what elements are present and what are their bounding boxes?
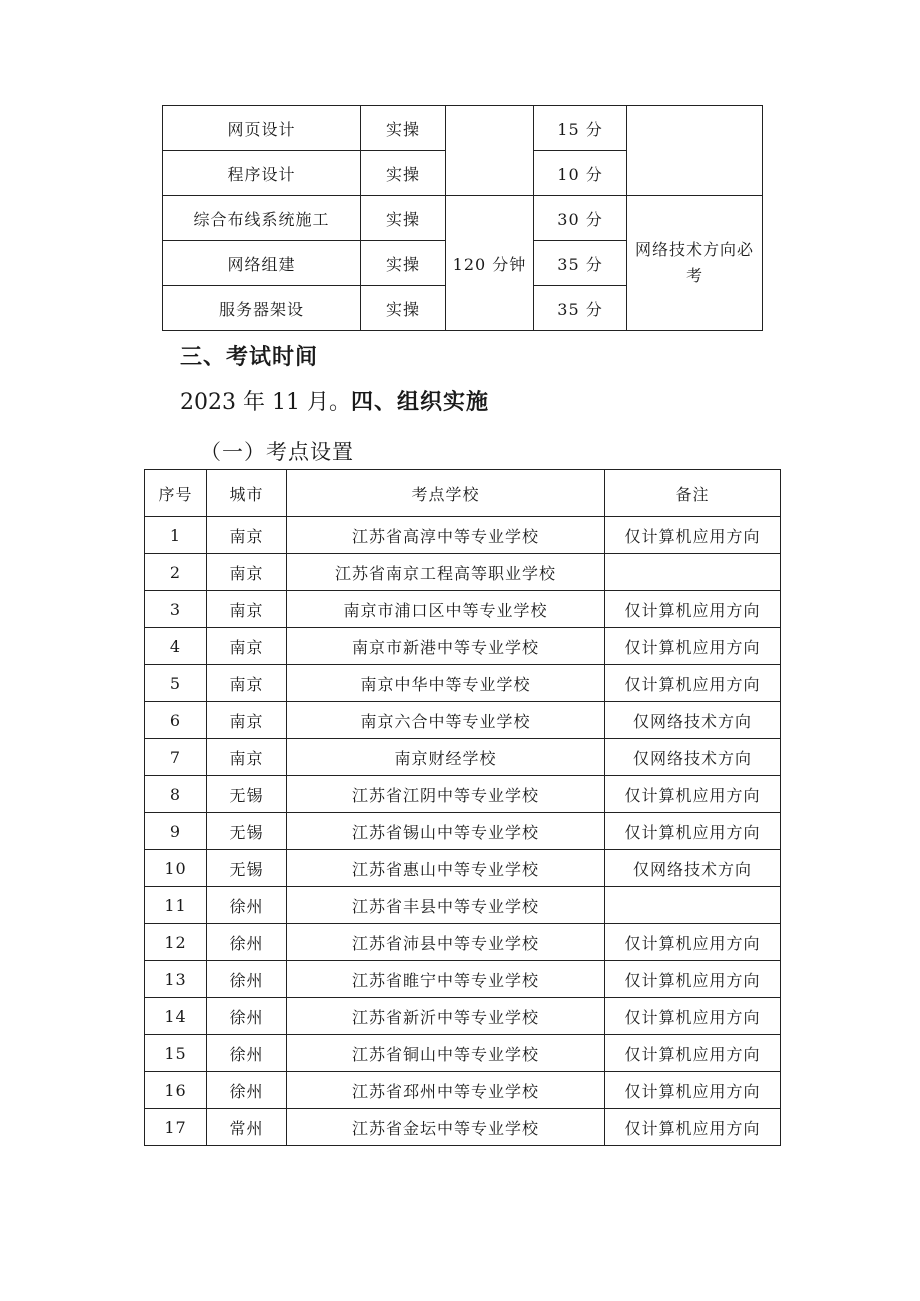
note-cell: 仅计算机应用方向 [605,924,781,961]
empty-note-cell [627,106,763,196]
note-cell: 仅网络技术方向 [605,739,781,776]
duration-cell: 120 分钟 [446,196,534,331]
section-heading-organization: 四、组织实施 [350,390,489,415]
no-cell: 16 [145,1072,207,1109]
city-cell: 无锡 [207,850,287,887]
no-cell: 7 [145,739,207,776]
note-cell: 仅计算机应用方向 [605,1072,781,1109]
header-city: 城市 [207,470,287,517]
header-no: 序号 [145,470,207,517]
no-cell: 9 [145,813,207,850]
no-cell: 14 [145,998,207,1035]
subsection-heading-sites: （一）考点设置 [200,440,354,464]
type-cell: 实操 [361,241,446,286]
note-cell: 仅计算机应用方向 [605,776,781,813]
school-cell: 江苏省锡山中等专业学校 [287,813,605,850]
school-cell: 江苏省南京工程高等职业学校 [287,554,605,591]
city-cell: 徐州 [207,924,287,961]
table-row [145,591,781,628]
subject-cell: 网络组建 [163,241,361,286]
empty-duration-cell [446,106,534,196]
exam-time-text: 2023 年 11 月。 [180,390,351,415]
school-cell: 江苏省新沂中等专业学校 [287,998,605,1035]
table-row [145,850,781,887]
note-cell: 仅计算机应用方向 [605,665,781,702]
school-cell: 南京中华中等专业学校 [287,665,605,702]
no-cell: 12 [145,924,207,961]
note-cell [605,887,781,924]
type-cell: 实操 [361,196,446,241]
city-cell: 南京 [207,517,287,554]
no-cell: 15 [145,1035,207,1072]
table-row [145,517,781,554]
city-cell: 徐州 [207,1072,287,1109]
table-row [145,961,781,998]
exam-site-table [144,469,781,1146]
subject-cell: 网页设计 [163,106,361,151]
type-cell: 实操 [361,151,446,196]
subject-cell: 服务器架设 [163,286,361,331]
city-cell: 南京 [207,739,287,776]
exam-time-line [180,385,489,416]
table-row [145,1072,781,1109]
school-cell: 江苏省睢宁中等专业学校 [287,961,605,998]
no-cell: 5 [145,665,207,702]
note-cell: 仅网络技术方向 [605,702,781,739]
school-cell: 南京财经学校 [287,739,605,776]
school-cell: 江苏省铜山中等专业学校 [287,1035,605,1072]
note-cell: 仅计算机应用方向 [605,813,781,850]
city-cell: 南京 [207,591,287,628]
city-cell: 南京 [207,665,287,702]
school-cell: 江苏省高淳中等专业学校 [287,517,605,554]
city-cell: 徐州 [207,998,287,1035]
note-cell [605,554,781,591]
school-cell: 南京六合中等专业学校 [287,702,605,739]
score-cell: 35 分 [534,241,627,286]
city-cell: 徐州 [207,887,287,924]
table-row [145,776,781,813]
school-cell: 江苏省邳州中等专业学校 [287,1072,605,1109]
no-cell: 1 [145,517,207,554]
table-row [145,1109,781,1146]
exam-subject-table [162,105,763,331]
table-header-row [145,470,781,517]
school-cell: 江苏省沛县中等专业学校 [287,924,605,961]
no-cell: 10 [145,850,207,887]
note-cell: 仅计算机应用方向 [605,1035,781,1072]
no-cell: 13 [145,961,207,998]
school-cell: 江苏省金坛中等专业学校 [287,1109,605,1146]
table-row [163,196,763,241]
table-row [145,702,781,739]
city-cell: 南京 [207,628,287,665]
table-row [163,106,763,151]
school-cell: 江苏省江阴中等专业学校 [287,776,605,813]
type-cell: 实操 [361,106,446,151]
table-row [145,628,781,665]
table-row [145,924,781,961]
no-cell: 17 [145,1109,207,1146]
school-cell: 江苏省丰县中等专业学校 [287,887,605,924]
note-cell: 仅计算机应用方向 [605,628,781,665]
note-cell: 网络技术方向必考 [627,196,763,331]
school-cell: 南京市新港中等专业学校 [287,628,605,665]
city-cell: 南京 [207,702,287,739]
score-cell: 30 分 [534,196,627,241]
no-cell: 8 [145,776,207,813]
table-row [145,887,781,924]
no-cell: 2 [145,554,207,591]
no-cell: 3 [145,591,207,628]
note-cell: 仅计算机应用方向 [605,517,781,554]
note-cell: 仅计算机应用方向 [605,961,781,998]
subject-cell: 程序设计 [163,151,361,196]
city-cell: 无锡 [207,776,287,813]
header-school: 考点学校 [287,470,605,517]
section-heading-exam-time: 三、考试时间 [180,345,319,370]
subject-cell: 综合布线系统施工 [163,196,361,241]
city-cell: 徐州 [207,961,287,998]
no-cell: 4 [145,628,207,665]
note-cell: 仅网络技术方向 [605,850,781,887]
table-row [145,998,781,1035]
header-note: 备注 [605,470,781,517]
school-cell: 南京市浦口区中等专业学校 [287,591,605,628]
score-cell: 15 分 [534,106,627,151]
table-row [145,1035,781,1072]
city-cell: 常州 [207,1109,287,1146]
type-cell: 实操 [361,286,446,331]
no-cell: 6 [145,702,207,739]
note-cell: 仅计算机应用方向 [605,998,781,1035]
city-cell: 徐州 [207,1035,287,1072]
note-cell: 仅计算机应用方向 [605,1109,781,1146]
table-row [145,739,781,776]
table-row [145,665,781,702]
school-cell: 江苏省惠山中等专业学校 [287,850,605,887]
note-cell: 仅计算机应用方向 [605,591,781,628]
score-cell: 35 分 [534,286,627,331]
table-row [145,813,781,850]
no-cell: 11 [145,887,207,924]
score-cell: 10 分 [534,151,627,196]
city-cell: 南京 [207,554,287,591]
city-cell: 无锡 [207,813,287,850]
table-row [145,554,781,591]
